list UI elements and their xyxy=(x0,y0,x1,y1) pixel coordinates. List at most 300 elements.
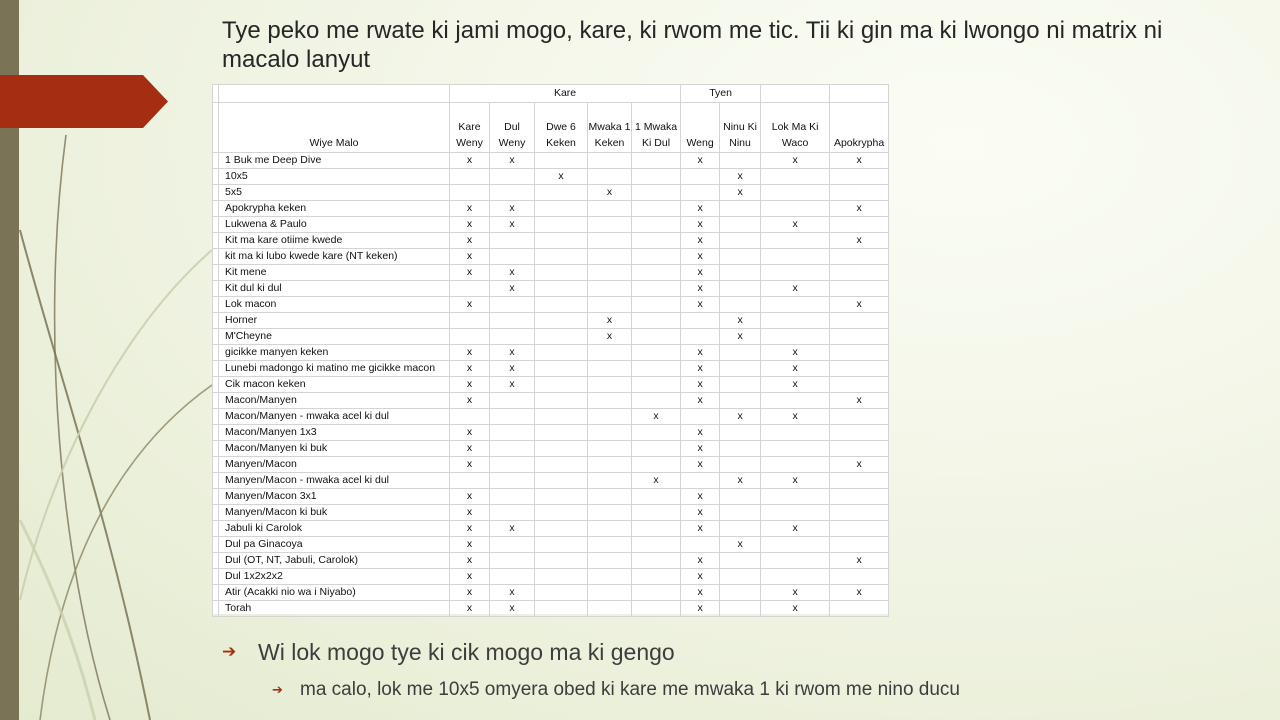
matrix-cell xyxy=(761,201,830,217)
matrix-cell xyxy=(830,441,889,457)
matrix-cell: x xyxy=(761,521,830,537)
matrix-cell: x xyxy=(761,377,830,393)
matrix-cell xyxy=(535,505,588,521)
matrix-cell: x xyxy=(450,361,490,377)
matrix-cell xyxy=(588,377,632,393)
matrix-cell xyxy=(632,505,681,521)
row-name: gicikke manyen keken xyxy=(219,345,450,361)
matrix-cell: x xyxy=(450,537,490,553)
matrix-cell xyxy=(490,329,535,345)
matrix-cell xyxy=(588,233,632,249)
matrix-cell xyxy=(761,537,830,553)
matrix-cell xyxy=(830,265,889,281)
matrix-cell xyxy=(588,521,632,537)
matrix-cell: x xyxy=(681,585,720,601)
matrix-cell xyxy=(490,249,535,265)
row-name: Macon/Manyen - mwaka acel ki dul xyxy=(219,409,450,425)
matrix-cell: x xyxy=(450,425,490,441)
matrix-cell xyxy=(535,473,588,489)
matrix-cell: x xyxy=(720,473,761,489)
row-name: Lukwena & Paulo xyxy=(219,217,450,233)
matrix-cell xyxy=(588,601,632,617)
matrix-cell xyxy=(761,249,830,265)
matrix-cell: x xyxy=(830,297,889,313)
matrix-cell xyxy=(632,569,681,585)
matrix-cell: x xyxy=(681,425,720,441)
matrix-cell xyxy=(632,345,681,361)
matrix-cell: x xyxy=(681,201,720,217)
matrix-cell xyxy=(535,441,588,457)
matrix-cell xyxy=(588,457,632,473)
matrix-cell xyxy=(830,425,889,441)
matrix-cell xyxy=(720,393,761,409)
matrix-cell: x xyxy=(450,345,490,361)
matrix-cell xyxy=(535,249,588,265)
matrix-cell: x xyxy=(490,217,535,233)
table-row xyxy=(213,201,889,217)
matrix-cell xyxy=(761,169,830,185)
matrix-cell xyxy=(632,249,681,265)
matrix-cell: x xyxy=(830,233,889,249)
matrix-cell xyxy=(535,153,588,169)
matrix-cell xyxy=(535,329,588,345)
matrix-cell: x xyxy=(720,409,761,425)
matrix-cell xyxy=(588,489,632,505)
matrix-cell xyxy=(720,521,761,537)
matrix-cell: x xyxy=(720,329,761,345)
table-row xyxy=(213,313,889,329)
matrix-cell xyxy=(720,489,761,505)
matrix-cell xyxy=(830,217,889,233)
matrix-cell: x xyxy=(830,457,889,473)
matrix-cell xyxy=(830,329,889,345)
matrix-cell: x xyxy=(761,217,830,233)
matrix-cell xyxy=(450,169,490,185)
matrix-cell xyxy=(588,217,632,233)
matrix-cell: x xyxy=(681,457,720,473)
matrix-cell xyxy=(632,313,681,329)
bullet-main xyxy=(222,636,960,670)
matrix-cell xyxy=(632,185,681,201)
matrix-cell: x xyxy=(450,457,490,473)
matrix-cell xyxy=(588,537,632,553)
column-header: Weng xyxy=(681,103,720,153)
matrix-cell: x xyxy=(761,345,830,361)
row-name: Lunebi madongo ki matino me gicikke macon xyxy=(219,361,450,377)
matrix-cell xyxy=(450,313,490,329)
matrix-cell xyxy=(632,169,681,185)
matrix-cell: x xyxy=(450,249,490,265)
matrix-cell xyxy=(490,441,535,457)
matrix-cell: x xyxy=(588,329,632,345)
row-name: 1 Buk me Deep Dive xyxy=(219,153,450,169)
matrix-cell: x xyxy=(450,569,490,585)
matrix-cell xyxy=(632,537,681,553)
table-row xyxy=(213,217,889,233)
matrix-cell xyxy=(535,361,588,377)
table-row xyxy=(213,169,889,185)
table-row xyxy=(213,233,889,249)
matrix-cell xyxy=(761,553,830,569)
matrix-cell xyxy=(588,361,632,377)
matrix-cell: x xyxy=(681,489,720,505)
arrow-bullet-icon: ➔ xyxy=(222,642,237,661)
row-name: Atir (Acakki nio wa i Niyabo) xyxy=(219,585,450,601)
matrix-cell: x xyxy=(681,601,720,617)
row-name: Jabuli ki Carolok xyxy=(219,521,450,537)
arrow-bullet-icon: ➔ xyxy=(272,682,283,697)
matrix-cell xyxy=(720,345,761,361)
matrix-cell: x xyxy=(761,601,830,617)
table-row xyxy=(213,345,889,361)
column-header: Dul Weny xyxy=(490,103,535,153)
table-row xyxy=(213,521,889,537)
matrix-cell xyxy=(720,201,761,217)
column-header: Dwe 6 Keken xyxy=(535,103,588,153)
matrix-cell: x xyxy=(450,153,490,169)
matrix-cell xyxy=(535,281,588,297)
matrix-cell xyxy=(632,217,681,233)
matrix-cell xyxy=(830,489,889,505)
matrix-cell: x xyxy=(450,201,490,217)
matrix-cell xyxy=(588,505,632,521)
table-row xyxy=(213,249,889,265)
matrix-cell xyxy=(490,473,535,489)
matrix-cell: x xyxy=(830,201,889,217)
matrix-cell xyxy=(588,265,632,281)
row-name: Manyen/Macon ki buk xyxy=(219,505,450,521)
bullet-sub-text: ma calo, lok me 10x5 omyera obed ki kare me mwaka 1 ki rwom me nino ducu xyxy=(300,679,960,700)
matrix-cell xyxy=(632,153,681,169)
matrix-cell: x xyxy=(681,153,720,169)
matrix-cell xyxy=(681,185,720,201)
matrix-cell: x xyxy=(761,361,830,377)
matrix-cell: x xyxy=(490,377,535,393)
matrix-cell xyxy=(535,537,588,553)
matrix-cell xyxy=(588,249,632,265)
matrix-cell: x xyxy=(681,249,720,265)
matrix-cell xyxy=(450,329,490,345)
row-name: 10x5 xyxy=(219,169,450,185)
matrix-cell xyxy=(450,473,490,489)
matrix-cell: x xyxy=(681,345,720,361)
matrix-cell xyxy=(490,393,535,409)
table-row xyxy=(213,425,889,441)
matrix-cell xyxy=(761,393,830,409)
matrix-cell xyxy=(720,569,761,585)
matrix-cell xyxy=(588,409,632,425)
row-name: Dul pa Ginacoya xyxy=(219,537,450,553)
matrix-cell xyxy=(830,281,889,297)
matrix-cell xyxy=(720,153,761,169)
matrix-cell xyxy=(632,521,681,537)
reading-plan-matrix xyxy=(212,84,888,614)
table-row xyxy=(213,601,889,617)
matrix-cell: x xyxy=(830,393,889,409)
matrix-cell xyxy=(632,441,681,457)
table-row xyxy=(213,265,889,281)
matrix-cell xyxy=(761,441,830,457)
matrix-cell xyxy=(588,201,632,217)
bullet-main-text: Wi lok mogo tye ki cik mogo ma ki gengo xyxy=(258,639,675,665)
matrix-cell xyxy=(632,329,681,345)
matrix-cell xyxy=(588,281,632,297)
matrix-cell xyxy=(761,569,830,585)
matrix-cell xyxy=(761,505,830,521)
matrix-cell: x xyxy=(632,409,681,425)
matrix-cell: x xyxy=(450,377,490,393)
matrix-cell xyxy=(490,505,535,521)
matrix-cell: x xyxy=(761,473,830,489)
matrix-cell: x xyxy=(450,217,490,233)
matrix-cell xyxy=(535,601,588,617)
matrix-cell: x xyxy=(720,169,761,185)
matrix-cell xyxy=(720,457,761,473)
row-name: Manyen/Macon 3x1 xyxy=(219,489,450,505)
matrix-cell xyxy=(490,313,535,329)
row-name: Kit dul ki dul xyxy=(219,281,450,297)
matrix-cell: x xyxy=(450,233,490,249)
row-name: Manyen/Macon xyxy=(219,457,450,473)
matrix-cell xyxy=(535,409,588,425)
matrix-cell: x xyxy=(761,585,830,601)
row-name: Apokrypha keken xyxy=(219,201,450,217)
bullet-sub xyxy=(222,678,960,702)
matrix-cell: x xyxy=(490,601,535,617)
matrix-cell xyxy=(720,425,761,441)
matrix-cell xyxy=(632,281,681,297)
matrix-cell xyxy=(490,233,535,249)
table-row xyxy=(213,473,889,489)
row-name: Horner xyxy=(219,313,450,329)
matrix-cell xyxy=(720,249,761,265)
matrix-cell: x xyxy=(720,185,761,201)
title-accent-arrow xyxy=(0,75,168,128)
matrix-cell xyxy=(720,233,761,249)
matrix-cell xyxy=(632,361,681,377)
matrix-cell: x xyxy=(450,601,490,617)
column-header: Apokrypha xyxy=(830,103,889,153)
matrix-cell xyxy=(720,585,761,601)
matrix-cell xyxy=(490,425,535,441)
matrix-cell: x xyxy=(490,345,535,361)
matrix-cell xyxy=(830,249,889,265)
matrix-cell xyxy=(588,393,632,409)
table-row xyxy=(213,553,889,569)
matrix-cell: x xyxy=(761,281,830,297)
group-header-tyen: Tyen xyxy=(681,85,761,103)
matrix-cell xyxy=(720,361,761,377)
matrix-cell: x xyxy=(450,489,490,505)
matrix-cell: x xyxy=(830,553,889,569)
group-header-kare: Kare xyxy=(450,85,681,103)
matrix-cell xyxy=(535,185,588,201)
matrix-cell xyxy=(535,313,588,329)
matrix-cell xyxy=(720,281,761,297)
row-name: Macon/Manyen 1x3 xyxy=(219,425,450,441)
matrix-cell xyxy=(720,601,761,617)
matrix-cell xyxy=(588,585,632,601)
matrix-cell xyxy=(830,537,889,553)
matrix-cell xyxy=(632,393,681,409)
matrix-cell xyxy=(535,425,588,441)
matrix-cell xyxy=(681,169,720,185)
table-row xyxy=(213,281,889,297)
matrix-cell xyxy=(632,201,681,217)
matrix-cell: x xyxy=(681,553,720,569)
matrix-cell xyxy=(681,473,720,489)
matrix-cell: x xyxy=(632,473,681,489)
matrix-cell: x xyxy=(720,313,761,329)
row-name: Torah xyxy=(219,601,450,617)
matrix-cell: x xyxy=(720,537,761,553)
matrix-cell xyxy=(535,457,588,473)
matrix-cell: x xyxy=(535,169,588,185)
matrix-cell: x xyxy=(681,233,720,249)
table-row xyxy=(213,441,889,457)
matrix-cell xyxy=(535,521,588,537)
matrix-cell: x xyxy=(450,441,490,457)
matrix-cell: x xyxy=(490,585,535,601)
matrix-cell xyxy=(535,297,588,313)
matrix-cell xyxy=(588,473,632,489)
matrix-cell xyxy=(490,169,535,185)
matrix-cell xyxy=(681,409,720,425)
matrix-cell xyxy=(681,313,720,329)
row-name: Macon/Manyen ki buk xyxy=(219,441,450,457)
column-header: 1 Mwaka Ki Dul xyxy=(632,103,681,153)
matrix-cell xyxy=(830,505,889,521)
matrix-cell: x xyxy=(450,265,490,281)
matrix-cell xyxy=(535,393,588,409)
matrix-cell: x xyxy=(681,521,720,537)
matrix-cell xyxy=(588,553,632,569)
table-row xyxy=(213,377,889,393)
matrix-cell xyxy=(535,217,588,233)
row-name: Kit mene xyxy=(219,265,450,281)
matrix-cell: x xyxy=(450,297,490,313)
matrix-cell xyxy=(632,489,681,505)
matrix-cell xyxy=(761,233,830,249)
table-row xyxy=(213,489,889,505)
row-name: Dul (OT, NT, Jabuli, Carolok) xyxy=(219,553,450,569)
matrix-cell xyxy=(490,297,535,313)
matrix-cell xyxy=(588,153,632,169)
matrix-cell xyxy=(450,185,490,201)
matrix-cell: x xyxy=(681,377,720,393)
matrix-cell: x xyxy=(761,153,830,169)
bullet-list xyxy=(222,636,960,702)
matrix-cell xyxy=(535,377,588,393)
matrix-cell xyxy=(720,505,761,521)
matrix-cell xyxy=(535,201,588,217)
matrix-cell xyxy=(490,457,535,473)
matrix-cell: x xyxy=(490,521,535,537)
matrix-cell xyxy=(588,345,632,361)
matrix-cell xyxy=(632,553,681,569)
row-name: Manyen/Macon - mwaka acel ki dul xyxy=(219,473,450,489)
matrix-cell xyxy=(490,409,535,425)
matrix-cell xyxy=(588,569,632,585)
matrix-cell: x xyxy=(681,361,720,377)
matrix-cell xyxy=(632,297,681,313)
matrix-cell xyxy=(761,313,830,329)
row-name: 5x5 xyxy=(219,185,450,201)
matrix-cell xyxy=(681,537,720,553)
matrix-cell xyxy=(632,265,681,281)
matrix-cell xyxy=(588,169,632,185)
matrix-cell: x xyxy=(681,281,720,297)
column-header: Mwaka 1 Keken xyxy=(588,103,632,153)
matrix-cell xyxy=(720,553,761,569)
matrix-cell xyxy=(830,601,889,617)
column-header: Ninu Ki Ninu xyxy=(720,103,761,153)
matrix-cell xyxy=(535,553,588,569)
matrix-table xyxy=(212,84,889,617)
row-name: Dul 1x2x2x2 xyxy=(219,569,450,585)
matrix-cell: x xyxy=(681,441,720,457)
column-header: Wiye Malo xyxy=(219,103,450,153)
matrix-cell xyxy=(830,409,889,425)
matrix-cell xyxy=(588,441,632,457)
matrix-cell xyxy=(588,425,632,441)
slide-title: Tye peko me rwate ki jami mogo, kare, ki rwom me tic. Tii ki gin ma ki lwongo ni matrix ni macalo lanyut xyxy=(222,17,1163,73)
matrix-cell xyxy=(830,185,889,201)
matrix-cell xyxy=(535,233,588,249)
matrix-cell: x xyxy=(761,409,830,425)
table-row xyxy=(213,361,889,377)
matrix-cell: x xyxy=(681,265,720,281)
matrix-cell xyxy=(632,233,681,249)
matrix-cell: x xyxy=(450,393,490,409)
matrix-cell xyxy=(720,377,761,393)
column-header: Kare Weny xyxy=(450,103,490,153)
matrix-cell: x xyxy=(450,585,490,601)
matrix-cell xyxy=(761,265,830,281)
table-row xyxy=(213,505,889,521)
matrix-cell xyxy=(830,521,889,537)
matrix-cell xyxy=(761,185,830,201)
matrix-cell xyxy=(490,489,535,505)
matrix-cell: x xyxy=(490,201,535,217)
table-row xyxy=(213,569,889,585)
matrix-cell xyxy=(830,473,889,489)
matrix-cell: x xyxy=(588,313,632,329)
row-name: M'Cheyne xyxy=(219,329,450,345)
matrix-cell xyxy=(490,553,535,569)
matrix-cell xyxy=(761,297,830,313)
matrix-cell xyxy=(830,313,889,329)
matrix-cell xyxy=(450,409,490,425)
matrix-cell xyxy=(535,569,588,585)
matrix-cell: x xyxy=(490,361,535,377)
matrix-cell xyxy=(830,569,889,585)
matrix-cell xyxy=(490,185,535,201)
table-row xyxy=(213,329,889,345)
matrix-cell xyxy=(632,425,681,441)
matrix-cell xyxy=(632,585,681,601)
matrix-cell: x xyxy=(588,185,632,201)
table-row xyxy=(213,185,889,201)
table-row xyxy=(213,297,889,313)
matrix-cell xyxy=(681,329,720,345)
matrix-cell xyxy=(450,281,490,297)
matrix-cell: x xyxy=(450,521,490,537)
matrix-cell xyxy=(535,585,588,601)
matrix-cell xyxy=(588,297,632,313)
matrix-cell: x xyxy=(681,297,720,313)
matrix-cell: x xyxy=(490,153,535,169)
